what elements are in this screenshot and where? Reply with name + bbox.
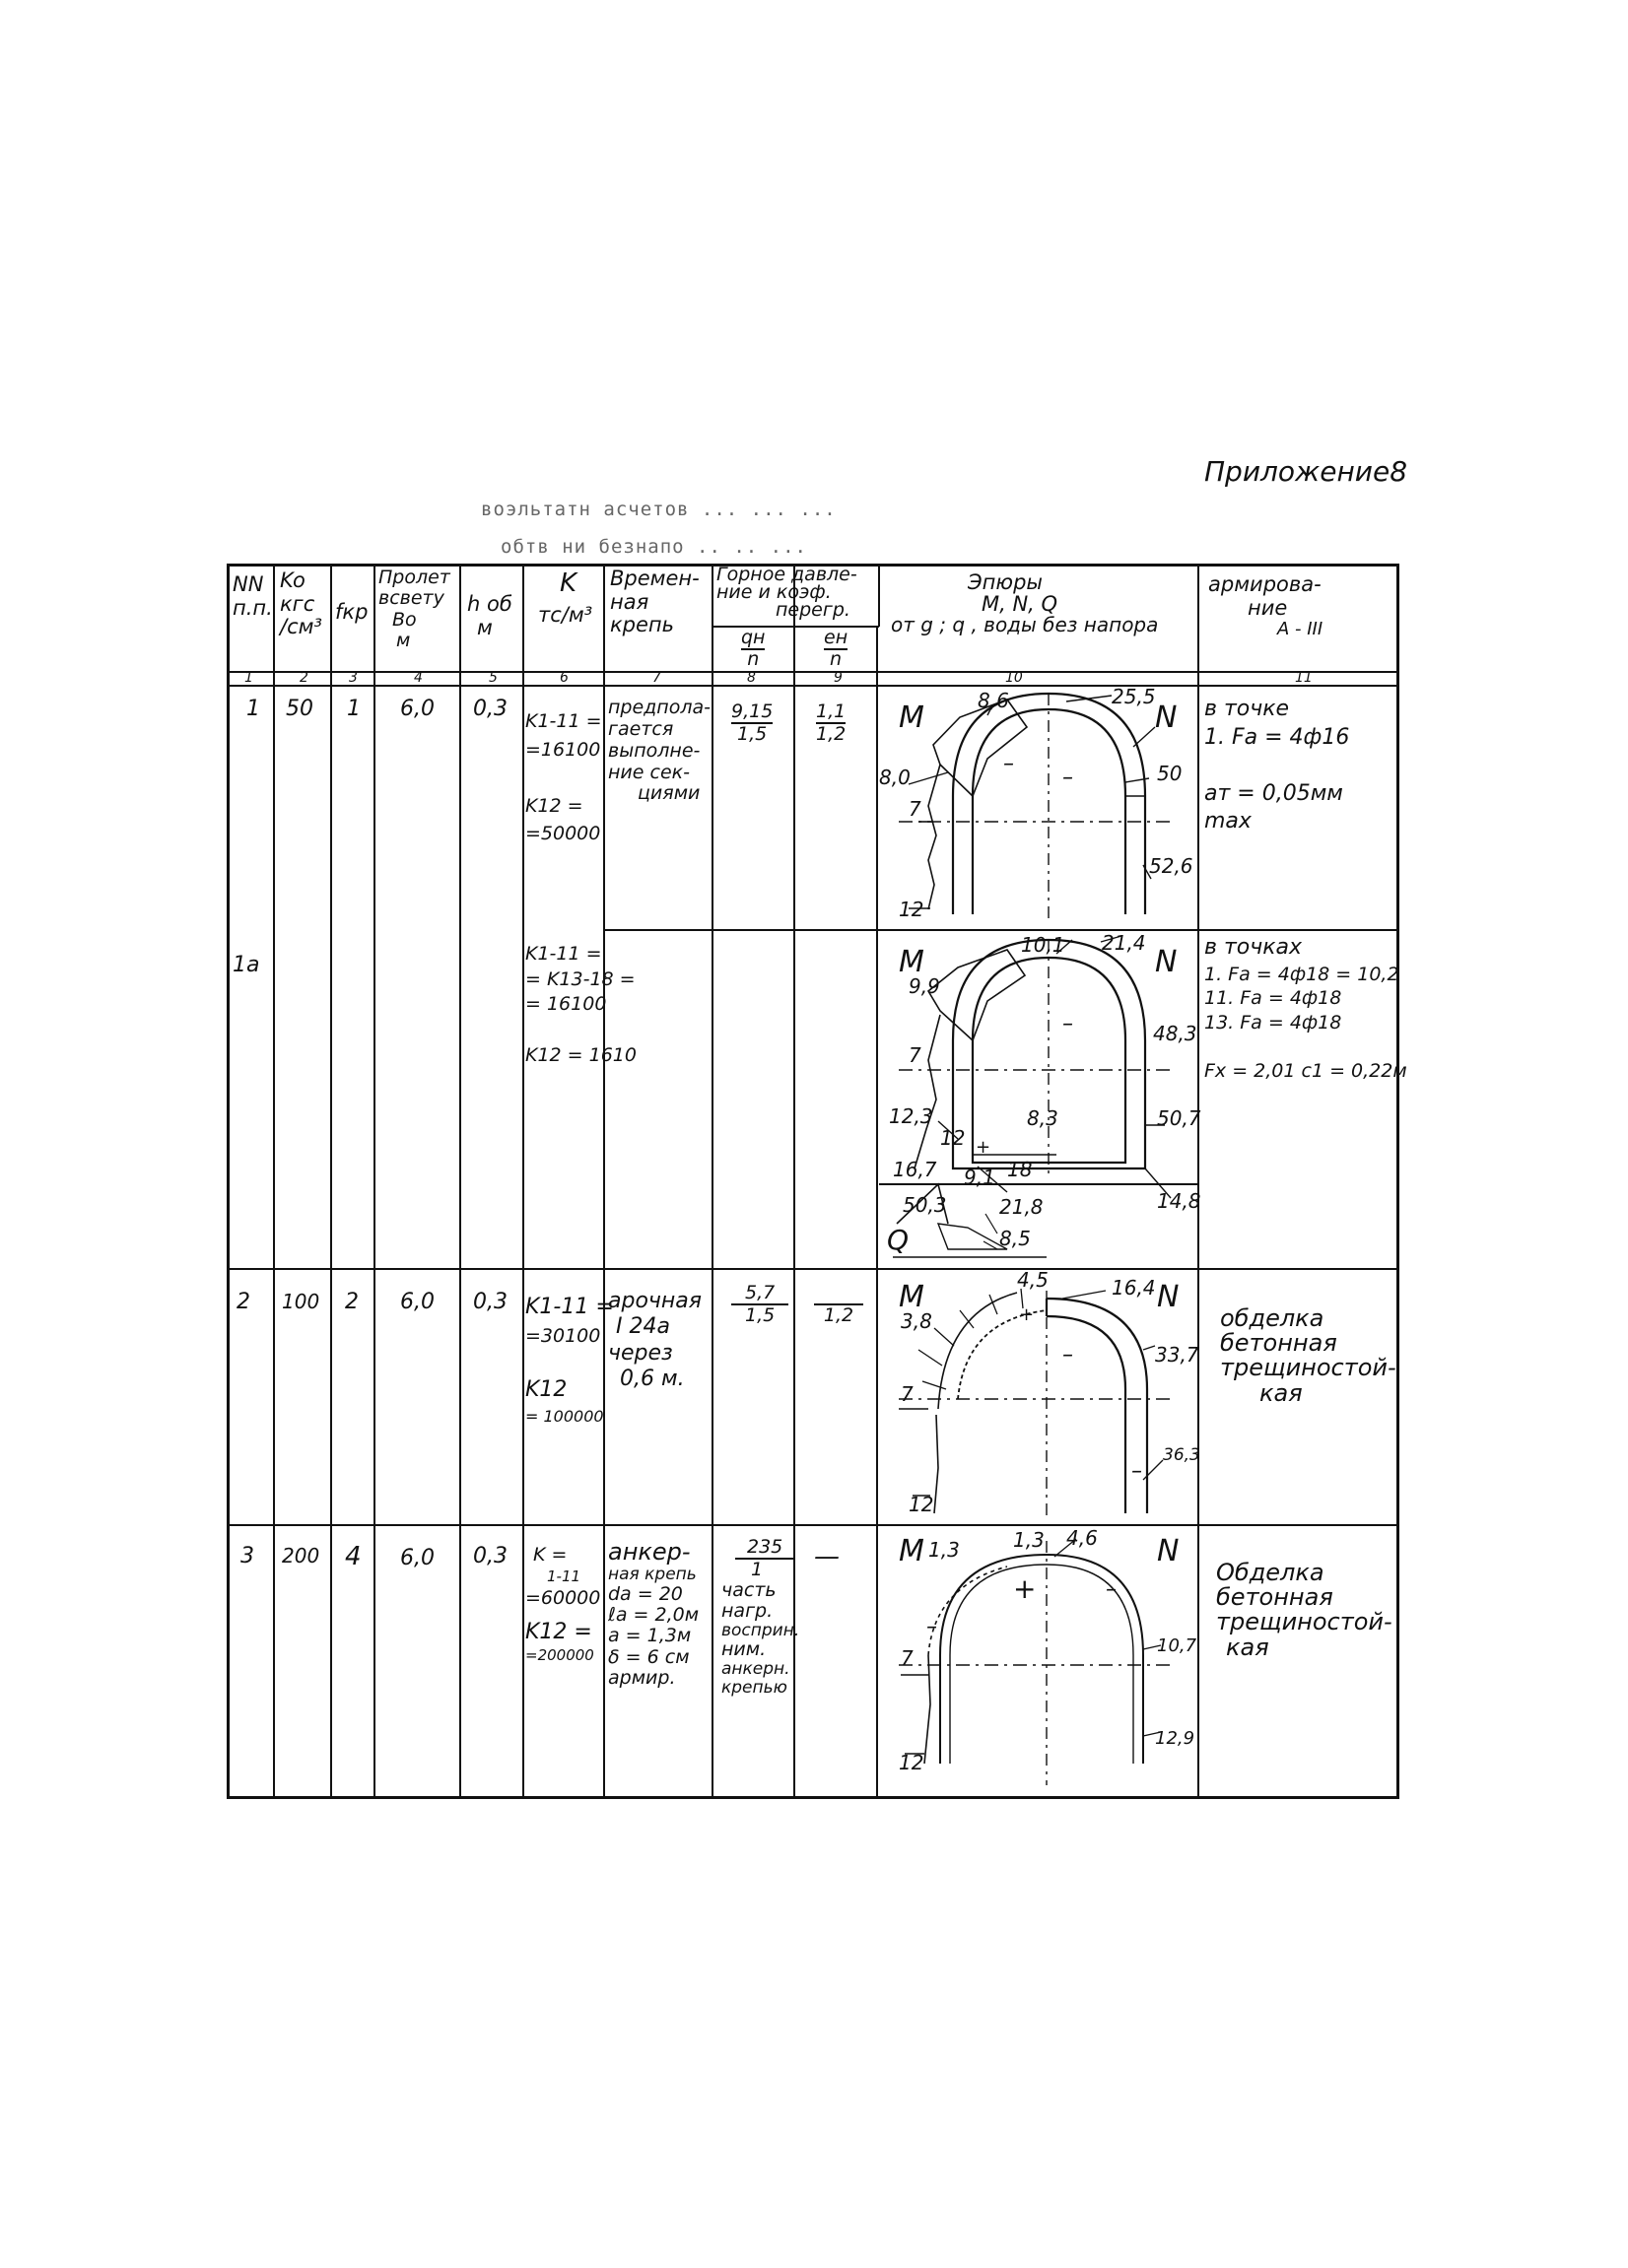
row3-diagram <box>879 1527 1196 1797</box>
header-ko: Ko кгс /см³ <box>280 568 322 639</box>
header-diagrams: Эпюры M, N, Q от g ; q , воды без напора <box>891 570 1159 637</box>
row3-value: 1,3 <box>1013 1528 1045 1552</box>
row2-fkr: 2 <box>345 1290 359 1314</box>
col-number-4: 4 <box>414 670 423 686</box>
row2-q: 5,7 1,5 <box>731 1283 788 1327</box>
row2-m-label: M <box>899 1280 924 1314</box>
row3-value: 7 <box>901 1646 914 1670</box>
col-number-11: 11 <box>1295 670 1313 686</box>
col-number-7: 7 <box>652 670 661 686</box>
row1-span: 6,0 <box>400 697 435 721</box>
row1-value: 8,0 <box>879 766 911 789</box>
row1a-value: 9,1 <box>964 1166 995 1189</box>
header-fkr: fкр <box>335 600 369 624</box>
results-table <box>227 564 1407 1799</box>
row1-value: 12 <box>899 898 924 921</box>
row1-k: K1-11 = =16100 K12 = =50000 <box>525 710 602 844</box>
svg-text:+: + <box>976 1137 991 1158</box>
row2-temp-support: арочная I 24а через 0,6 м. <box>608 1289 703 1392</box>
svg-text:–: – <box>1106 1577 1117 1602</box>
row1a-value: 9,9 <box>909 974 940 998</box>
row2-span: 6,0 <box>400 1290 435 1314</box>
row1a-value: 21,4 <box>1102 931 1146 955</box>
row1a-value: 14,8 <box>1157 1189 1201 1213</box>
row2-ko: 100 <box>282 1290 320 1313</box>
row1a-value: 12,3 <box>889 1104 933 1128</box>
header-nn: NN п.п. <box>233 572 273 620</box>
row1a-value: 8,5 <box>999 1227 1031 1250</box>
row2-value: 36,3 <box>1163 1445 1200 1465</box>
svg-text:–: – <box>1062 766 1073 790</box>
row1-value: 7 <box>909 797 921 821</box>
row1a-diagram <box>879 931 1201 1267</box>
row1-ko: 50 <box>286 697 313 721</box>
row1-diagram <box>879 685 1196 928</box>
row2-nn: 2 <box>237 1290 250 1314</box>
row1-reinforcement: в точке 1. Fa = 4ф16 ат = 0,05мм max <box>1204 697 1350 834</box>
row2-value: 12 <box>909 1493 934 1516</box>
row2-k: K1-11 = =30100 K12 = 100000 <box>525 1295 614 1426</box>
header-qn: qн n <box>741 627 766 670</box>
row1-temp-support: предпола- гается выполне- ние сек- циями <box>608 697 711 805</box>
row1a-value: 18 <box>1007 1158 1033 1181</box>
row2-value: 7 <box>901 1382 914 1406</box>
svg-text:–: – <box>1062 1012 1073 1036</box>
svg-text:–: – <box>1131 1459 1142 1484</box>
row1-n-label: N <box>1155 700 1178 735</box>
row1a-value: 8,3 <box>1027 1106 1058 1130</box>
row3-value: 4,6 <box>1066 1526 1098 1550</box>
col-number-3: 3 <box>349 670 358 686</box>
row2-diagram <box>879 1268 1200 1523</box>
row1a-reinforcement: в точках 1. Fa = 4ф18 = 10,2 11. Fa = 4ф18 13. Fa = 4ф18 Fx = 2,01 c1 = 0,22м <box>1204 935 1407 1083</box>
header-temp-support: Времен- ная крепь <box>610 567 700 637</box>
appendix-label: Приложение8 <box>1204 455 1408 488</box>
header-span: Пролет всвету Bo м <box>378 567 450 651</box>
row1a-value: 7 <box>909 1043 921 1067</box>
row1a-nn: 1а <box>233 953 260 977</box>
row3-m-label: M <box>899 1534 924 1568</box>
row2-value: 16,4 <box>1112 1276 1156 1300</box>
row1-hob: 0,3 <box>473 697 508 721</box>
row1a-value: 50,3 <box>903 1193 947 1217</box>
row1a-value: 21,8 <box>999 1195 1044 1219</box>
row3-q: 235 1 часть нагр. восприн. ним. анкерн. крепью <box>721 1536 800 1698</box>
table-title-line-2: обтв ни безнапо .. .. ... <box>501 536 807 558</box>
row2-value: 33,7 <box>1155 1343 1199 1367</box>
row2-e: 1,2 <box>814 1283 863 1327</box>
row1-fkr: 1 <box>347 697 361 721</box>
table-title-line-1: воэльтатн асчетов ... ... ... <box>481 499 837 520</box>
row1a-value: 10,1 <box>1021 933 1065 957</box>
header-k: K тс/м³ <box>538 568 593 628</box>
col-number-8: 8 <box>747 670 756 686</box>
row1-value: 52,6 <box>1149 854 1193 878</box>
row1-value: 50 <box>1157 762 1183 785</box>
row3-span: 6,0 <box>400 1546 435 1570</box>
svg-text:+: + <box>1019 1304 1035 1325</box>
row1-nn: 1 <box>246 697 260 721</box>
row2-n-label: N <box>1157 1280 1180 1314</box>
col-number-10: 10 <box>1005 670 1023 686</box>
header-hob: h об м <box>467 592 512 639</box>
row3-e: — <box>814 1542 840 1571</box>
row3-value: 1,3 <box>928 1538 960 1562</box>
svg-text:–: – <box>1003 752 1014 776</box>
row1-value: 8,6 <box>978 689 1009 712</box>
row1a-value: 12 <box>940 1126 966 1150</box>
row1a-m-label: M <box>899 945 924 979</box>
header-reinforcement: армирова- ние А - III <box>1208 572 1323 640</box>
row1-q: 9,15 1,5 <box>731 700 774 746</box>
header-rock-pressure: Горное давле- ние и коэф. перегр. <box>716 564 857 622</box>
row1a-k: K1-11 = = K13-18 = = 16100 K12 = 1610 <box>525 943 637 1066</box>
row1-e: 1,1 1,2 <box>816 700 847 746</box>
svg-text:–: – <box>926 1615 937 1639</box>
row3-hob: 0,3 <box>473 1544 508 1568</box>
row1a-value: 16,7 <box>893 1158 937 1181</box>
row2-reinforcement: обделка бетонная трещиностой- кая <box>1220 1304 1396 1407</box>
row3-n-label: N <box>1157 1534 1180 1568</box>
row3-ko: 200 <box>282 1544 320 1568</box>
row2-value: 4,5 <box>1017 1268 1049 1292</box>
col-number-6: 6 <box>560 670 569 686</box>
col-number-2: 2 <box>300 670 308 686</box>
row3-value: 12,9 <box>1155 1728 1195 1749</box>
row1a-value: 50,7 <box>1157 1106 1201 1130</box>
col-number-9: 9 <box>834 670 843 686</box>
header-en: eн n <box>824 627 848 670</box>
row1a-value: 48,3 <box>1153 1022 1197 1045</box>
col-number-1: 1 <box>244 670 253 686</box>
row3-value: 10,7 <box>1157 1635 1197 1656</box>
row3-value: 12 <box>899 1751 924 1774</box>
row3-temp-support: анкер- ная крепь da = 20 ℓa = 2,0м a = 1,3м δ = 6 см армир. <box>608 1538 700 1689</box>
svg-text:–: – <box>1062 1343 1073 1367</box>
row3-fkr: 4 <box>345 1542 362 1571</box>
row1a-q-label: Q <box>887 1224 910 1256</box>
row1a-n-label: N <box>1155 945 1178 979</box>
row1-value: 25,5 <box>1112 685 1156 708</box>
row3-nn: 3 <box>240 1544 254 1568</box>
row2-value: 3,8 <box>901 1309 932 1333</box>
row2-hob: 0,3 <box>473 1290 508 1314</box>
row1-m-label: M <box>899 700 924 735</box>
row3-reinforcement: Обделка бетонная трещиностой- кая <box>1216 1559 1392 1661</box>
svg-text:+: + <box>1013 1572 1037 1605</box>
col-number-5: 5 <box>489 670 498 686</box>
row3-k: K = 1-11 =60000 K12 = =200000 <box>525 1544 601 1665</box>
